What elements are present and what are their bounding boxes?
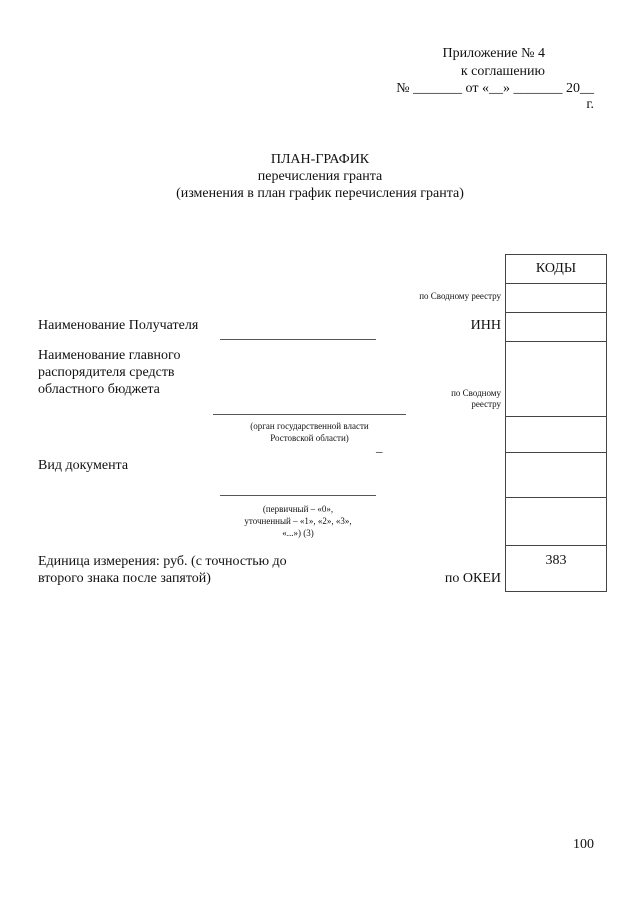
appendix-year-suffix: г. (586, 97, 594, 112)
manager-registry-code-cell[interactable] (506, 341, 606, 416)
recipient-input-line[interactable] (220, 339, 376, 340)
okei-code-value: 383 (545, 553, 567, 568)
unit-label-line1: Единица измерения: руб. (с точностью до (38, 554, 287, 569)
doc-type-code-cell[interactable] (506, 452, 606, 497)
doc-type-input-line[interactable] (220, 495, 376, 496)
okei-label: по ОКЕИ (444, 571, 501, 586)
doc-type-hint-line3: «...») (3) (282, 528, 314, 538)
page-number: 100 (573, 837, 594, 852)
by-registry-label-2-line2: реестру (471, 399, 501, 409)
registry-code-cell[interactable] (506, 283, 606, 312)
by-registry-label: по Сводному реестру (419, 291, 501, 301)
manager-label-line1: Наименование главного (38, 348, 181, 363)
doc-type-hint-line1: (первичный – «0», (262, 504, 334, 514)
by-registry-label-2-line1: по Сводному (451, 388, 501, 398)
unit-label-line2: второго знака после запятой) (38, 571, 211, 586)
codes-header: КОДЫ (535, 261, 577, 276)
appendix-agreement: к соглашению (460, 64, 545, 79)
manager-label-line3: областного бюджета (38, 382, 160, 397)
inn-code-cell[interactable] (506, 312, 606, 341)
codes-table (505, 254, 607, 592)
doc-type-label: Вид документа (38, 458, 129, 473)
document-subtitle-changes: (изменения в план график перечисления гранта) (176, 186, 464, 201)
doc-type-value-cell[interactable] (506, 497, 606, 545)
doc-type-hint-line2: уточненный – «1», «2», «3», (244, 516, 352, 526)
authority-code-cell[interactable] (506, 416, 606, 452)
okei-code-cell (506, 545, 606, 592)
recipient-label: Наименование Получателя (38, 318, 199, 333)
manager-input-line[interactable] (213, 414, 406, 415)
manager-label-line2: распорядителя средств (38, 365, 175, 380)
authority-hint-line1: (орган государственной власти (250, 421, 369, 431)
codes-header-cell (506, 254, 606, 283)
appendix-title: Приложение № 4 (442, 46, 545, 61)
inn-label: ИНН (470, 318, 501, 333)
document-title: ПЛАН-ГРАФИК (270, 152, 370, 167)
document-subtitle: перечисления гранта (257, 169, 383, 184)
appendix-agreement-number: № _______ от «__» _______ 20__ (396, 81, 594, 96)
authority-dash: _ (376, 439, 383, 454)
authority-hint-line2: Ростовской области) (270, 433, 349, 443)
